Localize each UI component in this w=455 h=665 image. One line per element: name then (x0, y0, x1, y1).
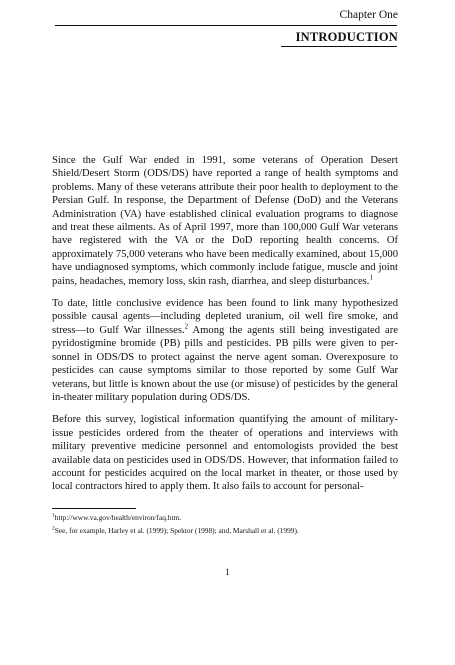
footnote-ref-2: 2 (184, 322, 189, 331)
footnote-1 (52, 513, 398, 523)
paragraph-2-text-b: Among the agents still being investigated are pyridostigmine bromide (PB) pills and pesticides. PB pills were given to personnel in ODS/DS to protect against the nerve agent soman. Overexposure to pesticides can cause symptoms similar to those reported by some Gulf War veterans, but little is known about the use (or misuse) of pesticides by the general in-theater military population during ODS/DS. (52, 324, 398, 403)
paragraph-2-text-a: To date, little conclusive evidence has been found to link many hypothesized possible causal agents—including depleted uranium, oil well fire smoke, and stress—to Gulf War illnesses. (52, 298, 398, 336)
footnote-mark-1: 1 (52, 512, 55, 519)
footnote-1-text: http://www.va.gov/health/environ/faq.htm. (54, 513, 182, 522)
footnote-2 (52, 526, 398, 536)
paragraph-3: Before this survey, logistical information quantifying the amount of military-issue pesticides ordered from the theater of operations and interviews with military preventive medicine personnel and entomologists provided the best available data on pesticides used in ODS/DS. However, that information failed to account for pesticides acquired on the local market in theater, or those used by local contractors hired to apply them. It also fails to account for personal- (52, 414, 398, 493)
header-rule (55, 25, 397, 26)
paragraph-2 (52, 297, 398, 404)
footnotes (52, 513, 398, 539)
footnote-2-text: See, for example, Harley et al. (1999); Spektor (1998); and, Marshall et al. (1999). (54, 526, 299, 535)
footnote-rule (52, 508, 136, 509)
footnote-mark-2: 2 (52, 525, 55, 532)
body-text (52, 154, 398, 503)
paragraph-1 (52, 154, 398, 288)
paragraph-1-text: Since the Gulf War ended in 1991, some veterans of Operation Desert Shield/Desert Storm (ODS/DS) have reported a range of health symptoms and problems. Many of these veterans attribute their poor health to deployment to the Persian Gulf. In response, the Department of Defense (DoD) and the Veterans Administration (VA) have established clinical evaluation programs to diagnose and treat these ailments. As of April 1997, more than 100,000 Gulf War veterans have registered with the VA or the DoD reporting health concerns. Of approximately 75,000 veterans who have been medically examined, about 15,000 have undiagnosed symptoms, which commonly include fatigue, muscle and joint pains, headaches, memory loss, skin rash, diarrhea, and sleep disturbances. (52, 155, 398, 287)
chapter-title: INTRODUCTION (295, 30, 398, 44)
chapter-title-underline (281, 46, 397, 47)
chapter-label: Chapter One (339, 9, 398, 21)
footnote-ref-1: 1 (369, 273, 373, 282)
page-number: 1 (225, 567, 230, 577)
